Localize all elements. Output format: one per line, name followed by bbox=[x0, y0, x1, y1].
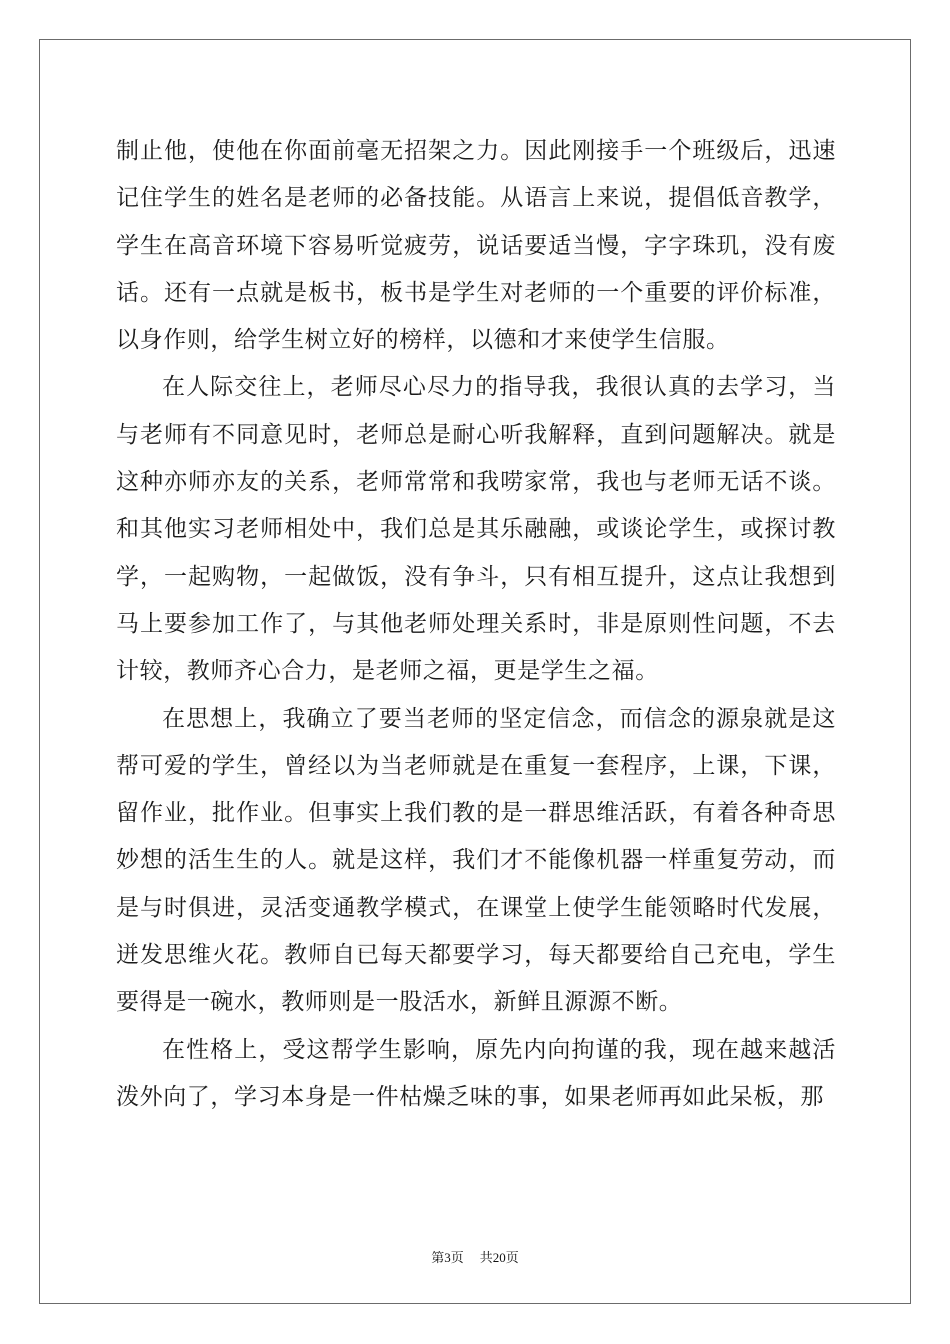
paragraph-2: 在人际交往上，老师尽心尽力的指导我，我很认真的去学习，当与老师有不同意见时，老师总是耐心听我解释，直到问题解决。就是这种亦师亦友的关系，老师常常和我唠家常，我也与老师无话不谈。和其他实习老师相处中，我们总是其乐融融，或谈论学生，或探讨教学，一起购物，一起做饭，没有争斗，只有相互提升，这点让我想到马上要参加工作了，与其他老师处理关系时，非是原则性问题，不去计较，教师齐心合力，是老师之福，更是学生之福。 bbox=[116, 374, 836, 685]
paragraph-4: 在性格上，受这帮学生影响，原先内向拘谨的我，现在越来越活泼外向了，学习本身是一件枯燥乏味的事，如果老师再如此呆板，那 bbox=[116, 1036, 836, 1110]
paragraph-3: 在思想上，我确立了要当老师的坚定信念，而信念的源泉就是这帮可爱的学生，曾经以为当老师就是在重复一套程序，上课，下课，留作业，批作业。但事实上我们教的是一群思维活跃，有着各种奇思妙想的活生生的人。就是这样，我们才不能像机器一样重复劳动，而是与时俱进，灵活变通教学模式，在课堂上使学生能领略时代发展，迸发思维火花。教师自已每天都要学习，每天都要给自己充电，学生要得是一碗水，教师则是一股活水，新鲜且源源不断。 bbox=[116, 705, 836, 1016]
paragraph-1: 制止他，使他在你面前毫无招架之力。因此刚接手一个班级后，迅速记住学生的姓名是老师的必备技能。从语言上来说，提倡低音教学，学生在高音环境下容易听觉疲劳，说话要适当慢，字字珠玑，没有废话。还有一点就是板书，板书是学生对老师的一个重要的评价标准，以身作则，给学生树立好的榜样，以德和才来使学生信服。 bbox=[116, 138, 836, 354]
page-total: 共20页 bbox=[479, 1250, 519, 1265]
page-footer bbox=[0, 1247, 950, 1266]
document-body bbox=[116, 128, 836, 1121]
page-number: 第3页 bbox=[431, 1250, 464, 1265]
